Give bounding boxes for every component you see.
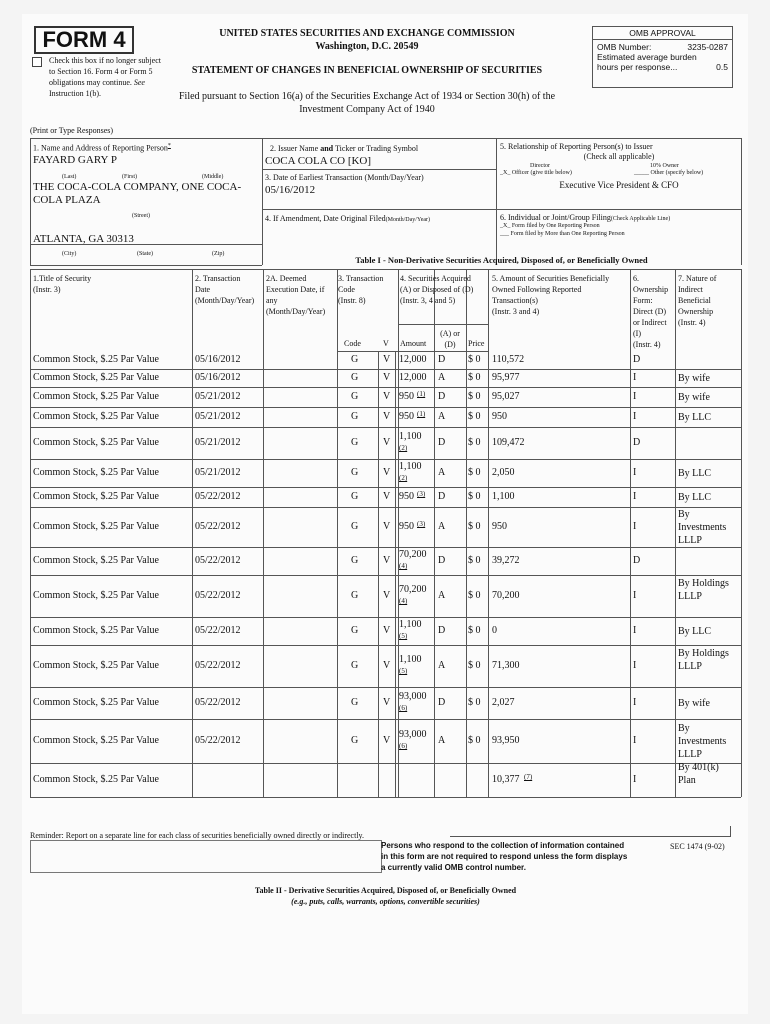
acquired-or-disposed: A <box>438 735 446 746</box>
nature-of-ownership: By LLC <box>678 492 712 503</box>
acquired-or-disposed: D <box>438 391 446 402</box>
acquired-or-disposed: A <box>438 411 446 422</box>
filed-by-one-option[interactable]: _X_ Form filed by One Reporting Person <box>500 223 600 229</box>
transaction-code: G <box>351 735 359 746</box>
first-label: (First) <box>122 174 137 180</box>
acquired-or-disposed: D <box>438 437 446 448</box>
security-title: Common Stock, $.25 Par Value <box>33 491 159 502</box>
price: $ 0 <box>468 660 481 671</box>
amount-footnote[interactable]: (5) <box>399 667 408 675</box>
transaction-v: V <box>383 372 391 383</box>
box3-label: 3. Date of Earliest Transaction (Month/Day/Year) <box>265 173 424 182</box>
city-state-zip: ATLANTA, GA 30313 <box>33 233 134 245</box>
col-title-security: 1.Title of Security (Instr. 3) <box>33 274 92 294</box>
amount-owned: 95,027 <box>492 391 520 402</box>
nature-of-ownership: By wife <box>678 392 710 403</box>
nature-of-ownership: By wife <box>678 698 710 709</box>
col-deemed-date: 2A. Deemed Execution Date, if any (Month/Day/Year) <box>266 274 326 316</box>
box4-label: 4. If Amendment, Date Original Filed(Month/Day/Year) <box>265 214 431 223</box>
price: $ 0 <box>468 354 481 365</box>
owner-option[interactable]: 10% Owner <box>650 163 679 169</box>
col-securities-acquired: 4. Securities Acquired (A) or Disposed of (D) (Instr. 3, 4 and 5) <box>400 274 474 305</box>
transaction-v: V <box>383 437 391 448</box>
form-label: FORM 4 <box>34 26 134 54</box>
ownership-form: I <box>633 411 637 422</box>
ownership-form: I <box>633 625 637 636</box>
transaction-date: 05/21/2012 <box>195 411 241 422</box>
security-title: Common Stock, $.25 Par Value <box>33 372 159 383</box>
amount-footnote[interactable]: (6) <box>399 704 408 712</box>
security-title: Common Stock, $.25 Par Value <box>33 774 159 785</box>
acquired-or-disposed: D <box>438 697 446 708</box>
transaction-date: 05/22/2012 <box>195 521 241 532</box>
ownership-form: I <box>633 774 637 785</box>
security-title: Common Stock, $.25 Par Value <box>33 354 159 365</box>
table-row <box>22 387 748 407</box>
security-title: Common Stock, $.25 Par Value <box>33 555 159 566</box>
amount: 950 <box>399 521 414 532</box>
amount-footnote[interactable]: (5) <box>399 632 408 640</box>
table-row <box>22 687 748 719</box>
amount: 950 <box>399 391 414 402</box>
box5-sub: (Check all applicable) <box>583 152 655 161</box>
price: $ 0 <box>468 372 481 383</box>
nature-of-ownership: By wife <box>678 373 710 384</box>
transaction-code: G <box>351 411 359 422</box>
transaction-code: G <box>351 491 359 502</box>
nature-of-ownership: By Investments LLLP <box>678 508 727 546</box>
security-title: Common Stock, $.25 Par Value <box>33 521 159 532</box>
transaction-date: 05/16/2012 <box>195 354 241 365</box>
statement-title: STATEMENT OF CHANGES IN BENEFICIAL OWNERSHIP OF SECURITIES <box>191 65 543 76</box>
middle-label: (Middle) <box>202 174 224 180</box>
last-label: (Last) <box>62 174 77 180</box>
sub-price: Price <box>468 339 485 348</box>
earliest-transaction-date: 05/16/2012 <box>265 184 316 196</box>
transaction-code: G <box>351 660 359 671</box>
price: $ 0 <box>468 590 481 601</box>
sec-number: SEC 1474 (9-02) <box>670 842 725 851</box>
amount-owned: 70,200 <box>492 590 520 601</box>
amount-footnote[interactable]: (2) <box>399 474 408 482</box>
table-row <box>22 507 748 547</box>
amount-footnote[interactable]: (3) <box>417 520 426 528</box>
acquired-or-disposed: A <box>438 372 446 383</box>
transaction-date: 05/21/2012 <box>195 437 241 448</box>
price: $ 0 <box>468 491 481 502</box>
transaction-v: V <box>383 491 391 502</box>
owned-footnote[interactable]: (7) <box>524 773 533 781</box>
amount-footnote[interactable]: (4) <box>399 562 408 570</box>
transaction-v: V <box>383 521 391 532</box>
filed-by-more-option[interactable]: ___ Form filed by More than One Reporting Person <box>500 231 625 237</box>
nature-of-ownership: By Holdings LLLP <box>678 647 729 672</box>
nature-of-ownership: By LLC <box>678 468 712 479</box>
amount-owned: 0 <box>492 625 497 636</box>
amount-owned: 71,300 <box>492 660 520 671</box>
amount: 93,000 <box>399 729 427 740</box>
persons-notice: Persons who respond to the collection of information contained in this form are not required to respond unless the form displays a currently valid OMB control number. <box>381 841 628 872</box>
security-title: Common Stock, $.25 Par Value <box>33 467 159 478</box>
ownership-form: I <box>633 590 637 601</box>
table-row <box>22 547 748 575</box>
amount-footnote[interactable]: (4) <box>399 597 408 605</box>
table-row <box>22 617 748 645</box>
box6-label: 6. Individual or Joint/Group Filing(Check Applicable Line) <box>500 213 671 222</box>
price: $ 0 <box>468 391 481 402</box>
ownership-form: I <box>633 391 637 402</box>
acquired-or-disposed: D <box>438 491 446 502</box>
security-title: Common Stock, $.25 Par Value <box>33 660 159 671</box>
omb-number-value: 3235-0287 <box>687 42 728 52</box>
omb-hours-value: 0.5 <box>716 62 728 72</box>
box2-label: 2. Issuer Name and Ticker or Trading Symbol <box>270 144 419 153</box>
security-title: Common Stock, $.25 Par Value <box>33 625 159 636</box>
table-row <box>22 763 748 797</box>
transaction-date: 05/21/2012 <box>195 391 241 402</box>
col-transaction-code: 3. Transaction Code (Instr. 8) <box>338 274 384 305</box>
officer-option[interactable]: _X_ Officer (give title below) <box>500 170 572 176</box>
security-title: Common Stock, $.25 Par Value <box>33 391 159 402</box>
col-ownership-form: 6. Ownership Form: Direct (D) or Indirect (I) (Instr. 4) <box>633 274 669 349</box>
transaction-v: V <box>383 354 391 365</box>
security-title: Common Stock, $.25 Par Value <box>33 437 159 448</box>
table-row <box>22 459 748 487</box>
amount-footnote[interactable]: (1) <box>417 390 426 398</box>
transaction-code: G <box>351 467 359 478</box>
amount-owned: 39,272 <box>492 555 520 566</box>
transaction-code: G <box>351 555 359 566</box>
street-address: THE COCA-COLA COMPANY, ONE COCA- COLA PLAZA <box>33 181 242 206</box>
amount: 1,100 <box>399 431 422 442</box>
omb-burden-label: Estimated average burden <box>597 52 697 62</box>
price: $ 0 <box>468 697 481 708</box>
transaction-v: V <box>383 735 391 746</box>
zip-label: (Zip) <box>212 251 225 257</box>
security-title: Common Stock, $.25 Par Value <box>33 735 159 746</box>
omb-title: OMB APPROVAL <box>593 27 732 40</box>
transaction-date: 05/22/2012 <box>195 491 241 502</box>
omb-approval-box <box>592 26 733 88</box>
nature-of-ownership: By Investments LLLP <box>678 722 727 760</box>
amount: 70,200 <box>399 549 427 560</box>
amount-footnote[interactable]: (6) <box>399 742 408 750</box>
amount: 1,100 <box>399 654 422 665</box>
transaction-code: G <box>351 354 359 365</box>
amount-owned: 95,977 <box>492 372 520 383</box>
acquired-or-disposed: A <box>438 521 446 532</box>
transaction-v: V <box>383 660 391 671</box>
table-row <box>22 351 748 369</box>
ownership-form: I <box>633 735 637 746</box>
transaction-date: 05/21/2012 <box>195 467 241 478</box>
table-row <box>22 645 748 687</box>
amount: 1,100 <box>399 461 422 472</box>
ownership-form: I <box>633 660 637 671</box>
ownership-form: I <box>633 491 637 502</box>
ownership-form: I <box>633 372 637 383</box>
omb-hours-label: hours per response... <box>597 62 678 72</box>
table2-subtitle: (e.g., puts, calls, warrants, options, convertible securities) <box>291 897 480 906</box>
table2-title: Table II - Derivative Securities Acquired, Disposed of, or Beneficially Owned <box>254 886 517 895</box>
amount: 93,000 <box>399 691 427 702</box>
transaction-code: G <box>351 625 359 636</box>
transaction-v: V <box>383 555 391 566</box>
ownership-form: I <box>633 697 637 708</box>
transaction-v: V <box>383 411 391 422</box>
transaction-date: 05/22/2012 <box>195 697 241 708</box>
amount-owned: 950 <box>492 521 507 532</box>
transaction-date: 05/22/2012 <box>195 555 241 566</box>
amount: 12,000 <box>399 372 427 383</box>
box5-label: 5. Relationship of Reporting Person(s) to Issuer <box>500 142 653 151</box>
filed-pursuant: Filed pursuant to Section 16(a) of the Securities Exchange Act of 1934 or Section 30(h) of the Investment Company Act of 1940 <box>178 91 556 115</box>
acquired-or-disposed: A <box>438 467 446 478</box>
price: $ 0 <box>468 555 481 566</box>
price: $ 0 <box>468 735 481 746</box>
security-title: Common Stock, $.25 Par Value <box>33 590 159 601</box>
sub-code: Code <box>344 339 361 348</box>
acquired-or-disposed: A <box>438 660 446 671</box>
form-page <box>22 14 748 1014</box>
amount: 70,200 <box>399 584 427 595</box>
issuer-name: COCA COLA CO [KO] <box>265 155 372 167</box>
amount: 950 <box>399 491 414 502</box>
amount-owned: 110,572 <box>492 354 525 365</box>
amount: 12,000 <box>399 354 427 365</box>
acquired-or-disposed: A <box>438 590 446 601</box>
ownership-form: D <box>633 555 641 566</box>
ownership-form: I <box>633 467 637 478</box>
state-label: (State) <box>137 251 153 257</box>
city-label: (City) <box>62 251 77 257</box>
check-text: Check this box if no longer subject to Section 16. Form 4 or Form 5 obligations may continue. See Instruction 1(b). <box>49 56 161 98</box>
table-row <box>22 575 748 617</box>
transaction-code: G <box>351 697 359 708</box>
acquired-or-disposed: D <box>438 555 446 566</box>
price: $ 0 <box>468 467 481 478</box>
table-row <box>22 407 748 427</box>
other-option[interactable]: _____ Other (specify below) <box>634 170 704 176</box>
transaction-code: G <box>351 521 359 532</box>
transaction-date: 05/16/2012 <box>195 372 241 383</box>
col-amount-owned: 5. Amount of Securities Beneficially Owned Following Reported Transaction(s) (Instr. 3 and 4) <box>492 274 610 316</box>
print-note: (Print or Type Responses) <box>30 126 114 135</box>
price: $ 0 <box>468 411 481 422</box>
transaction-date: 05/22/2012 <box>195 590 241 601</box>
acquired-or-disposed: D <box>438 625 446 636</box>
table-row <box>22 487 748 507</box>
table-row <box>22 369 748 387</box>
transaction-code: G <box>351 391 359 402</box>
amount: 1,100 <box>399 619 422 630</box>
col-transaction-date: 2. Transaction Date (Month/Day/Year) <box>195 274 255 305</box>
amount-owned: 2,027 <box>492 697 515 708</box>
transaction-v: V <box>383 625 391 636</box>
transaction-code: G <box>351 372 359 383</box>
nature-of-ownership: By LLC <box>678 412 712 423</box>
table-row <box>22 719 748 763</box>
table-row <box>22 427 748 459</box>
ownership-form: D <box>633 354 641 365</box>
transaction-v: V <box>383 697 391 708</box>
sub-a-or-d: (A) or (D) <box>440 329 460 349</box>
amount-footnote[interactable]: (2) <box>399 444 408 452</box>
price: $ 0 <box>468 521 481 532</box>
reminder-text: Reminder: Report on a separate line for each class of securities beneficially owned directly or indirectly. <box>30 831 365 840</box>
acquired-or-disposed: D <box>438 354 446 365</box>
ownership-form: D <box>633 437 641 448</box>
nature-of-ownership: By 401(k) Plan <box>678 761 719 786</box>
officer-title: Executive Vice President & CFO <box>559 180 679 190</box>
amount-owned: 1,100 <box>492 491 515 502</box>
agency-title: UNITED STATES SECURITIES AND EXCHANGE COMMISSION <box>219 28 515 39</box>
transaction-date: 05/22/2012 <box>195 625 241 636</box>
transaction-v: V <box>383 590 391 601</box>
col-nature-indirect: 7. Nature of Indirect Beneficial Ownership (Instr. 4) <box>678 274 717 327</box>
transaction-v: V <box>383 391 391 402</box>
price: $ 0 <box>468 437 481 448</box>
transaction-code: G <box>351 590 359 601</box>
box1-label: 1. Name and Address of Reporting Person* <box>33 143 171 153</box>
director-option[interactable]: Director <box>530 163 550 169</box>
amount-owned: 10,377 <box>492 774 520 785</box>
transaction-v: V <box>383 467 391 478</box>
agency-city: Washington, D.C. 20549 <box>315 41 419 52</box>
amount-owned: 2,050 <box>492 467 515 478</box>
ownership-form: I <box>633 521 637 532</box>
amount-owned: 950 <box>492 411 507 422</box>
security-title: Common Stock, $.25 Par Value <box>33 697 159 708</box>
nature-of-ownership: By LLC <box>678 626 712 637</box>
footer-line-right <box>450 826 731 837</box>
street-label: (Street) <box>132 213 150 219</box>
table1-title: Table I - Non-Derivative Securities Acquired, Disposed of, or Beneficially Owned <box>355 255 648 265</box>
amount-owned: 109,472 <box>492 437 525 448</box>
amount-footnote[interactable]: (3) <box>417 490 426 498</box>
omb-number-label: OMB Number: <box>597 42 652 52</box>
price: $ 0 <box>468 625 481 636</box>
amount: 950 <box>399 411 414 422</box>
security-title: Common Stock, $.25 Par Value <box>33 411 159 422</box>
transaction-date: 05/22/2012 <box>195 660 241 671</box>
footer-left-box <box>30 840 382 873</box>
transaction-date: 05/22/2012 <box>195 735 241 746</box>
amount-owned: 93,950 <box>492 735 520 746</box>
transaction-code: G <box>351 437 359 448</box>
no-longer-subject-checkbox[interactable] <box>32 57 42 67</box>
reporting-person-name: FAYARD GARY P <box>33 154 117 166</box>
sub-v: V <box>383 339 389 348</box>
nature-of-ownership: By Holdings LLLP <box>678 577 729 602</box>
sub-amount: Amount <box>400 339 427 348</box>
amount-footnote[interactable]: (1) <box>417 410 426 418</box>
